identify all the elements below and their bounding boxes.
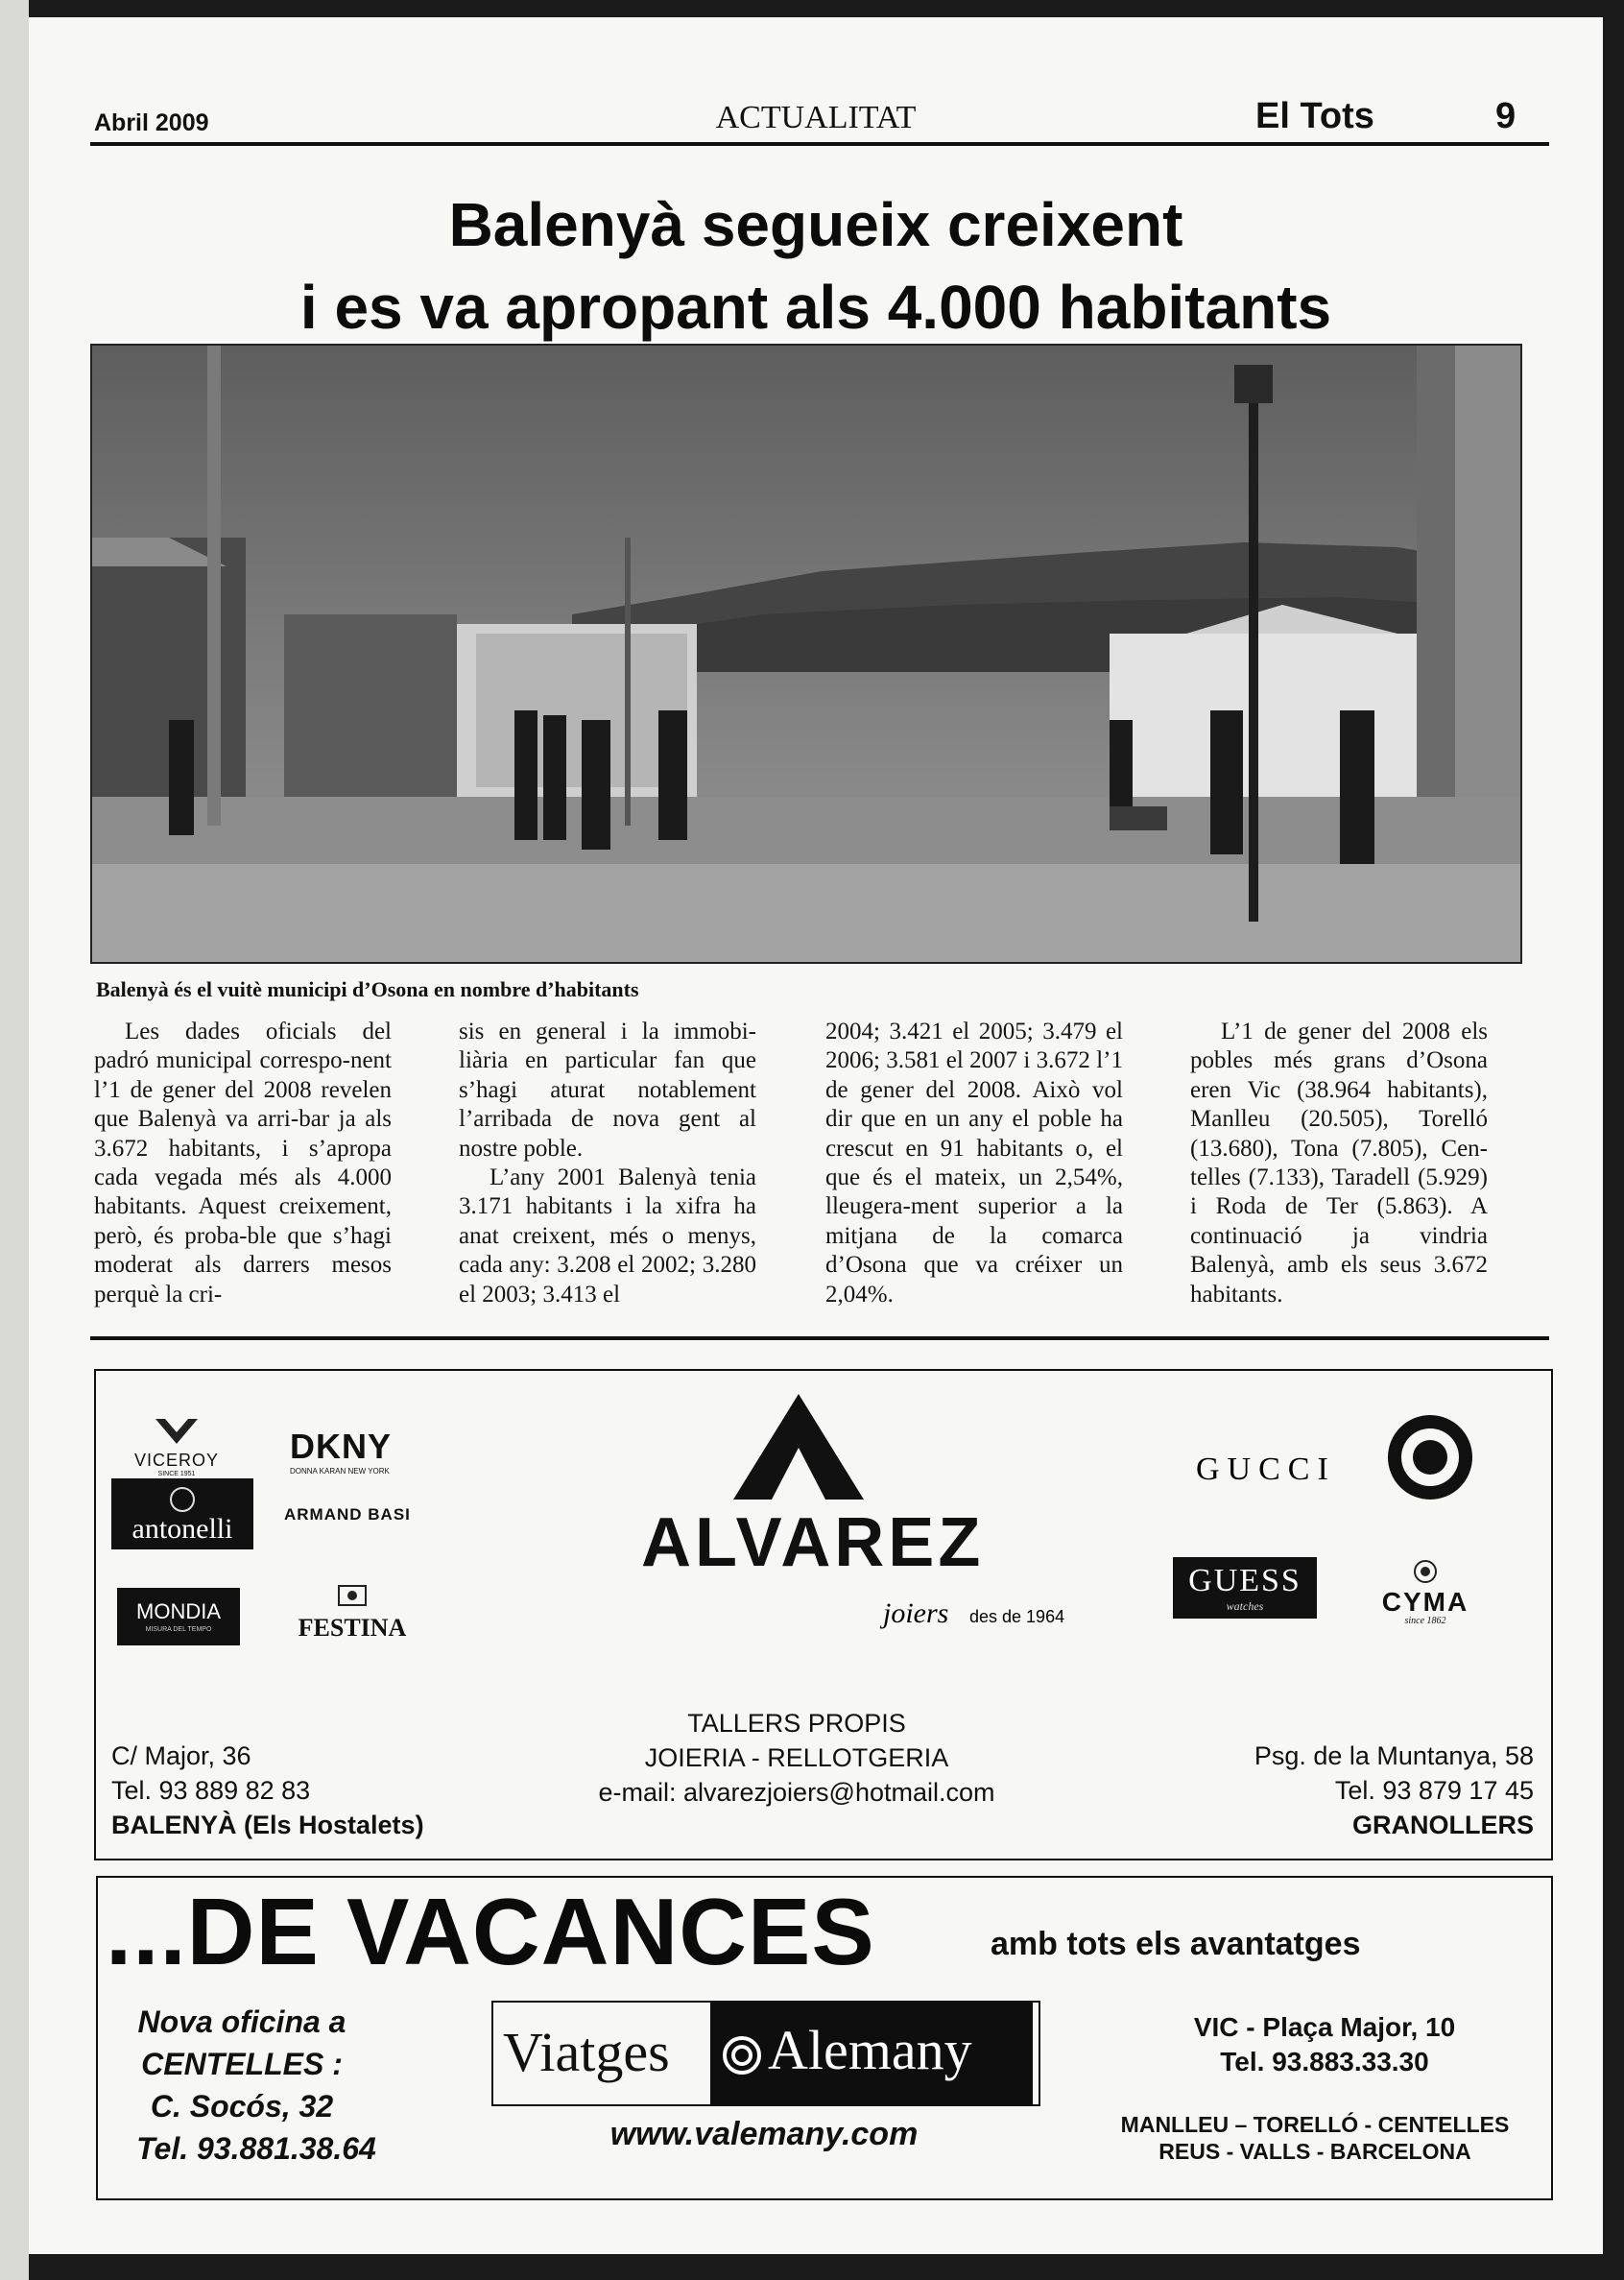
publication-name: El Tots [1255,96,1374,136]
article-column-3 [825,1018,1123,1309]
alemany-black-panel: Alemany [710,2003,1033,2104]
spiral-icon [722,2035,762,2076]
viceroy-logo: VICEROY SINCE 1951 [129,1417,225,1477]
office-line-1: Nova oficina a [137,2004,346,2039]
article-column-2 [459,1018,756,1309]
article-title-line-1: Balenyà segueix creixent [448,190,1183,259]
cyma-emblem-icon [1413,1559,1438,1584]
article-title-line-2: i es va apropant als 4.000 habitants [299,273,1332,342]
paragraph: L’any 2001 Balenyà tenia 3.171 habitants i la xifra ha anat creixent, més o menys, cada any: 3.208 el 2002; 3.280 el 2003; 3.413 el [459,1164,756,1308]
alemany-website[interactable]: www.valemany.com [609,2116,919,2152]
paragraph: L’1 de gener del 2008 els pobles més grans d’Osona eren Vic (38.964 habitants), Manlleu (20.505), Torelló (13.680), Tona (7.805), Cen-telles (7.133), Taradell (5.929) i Roda de Ter (5.863). A continuació ja vindria Balenyà, amb els seus 3.672 habitants. [1190,1019,1488,1308]
alvarez-wordmark: ALVAREZ [641,1504,985,1581]
right-town: GRANOLLERS [1352,1811,1534,1839]
center-services: JOIERIA - RELLOTGERIA [644,1743,949,1772]
viceroy-mark-icon [148,1417,205,1446]
photo-caption: Balenyà és el vuitè municipi d’Osona en nombre d’habitants [96,977,639,1001]
dkny-logo: DKNY DONNA KARAN NEW YORK [290,1427,393,1476]
page-number: 9 [1495,96,1517,136]
left-town: BALENYÀ (Els Hostalets) [111,1811,424,1839]
vic-phone: Tel. 93.883.33.30 [1220,2047,1429,2076]
right-phone: Tel. 93 879 17 45 [1334,1776,1534,1805]
armand-basi-logo: ARMAND BASI [284,1505,411,1524]
issue-date: Abril 2009 [94,109,209,136]
paragraph: sis en general i la immobi-liària en particular fan que s’hagi aturat notablement l’arribada de nova gent al nostre poble. [459,1019,756,1162]
center-email[interactable]: e-mail: alvarezjoiers@hotmail.com [598,1778,995,1807]
bultaco-badge-icon [1384,1411,1476,1503]
alvarez-triangle-logo-icon [733,1394,864,1505]
viatges-alemany-ad [96,1876,1553,2200]
section-name: ACTUALITAT [715,100,917,135]
right-address: Psg. de la Muntanya, 58 [1254,1741,1534,1770]
branches-line-2: REUS - VALLS - BARCELONA [1158,2139,1471,2164]
paragraph: Les dades oficials del padró municipal correspo-nent l’1 de gener del 2008 revelen que Balenyà va arri-bar ja als 3.672 habitants, i s’apropa cada vegada més als 4.000 habitants. Aquest creixement, però, és proba-ble que s’hagi moderat als darrers mesos perquè la cri- [94,1019,392,1308]
town-square-photo [92,346,1520,962]
header-rule [90,142,1549,146]
branches-line-1: MANLLEU – TORELLÓ - CENTELLES [1120,2112,1510,2137]
festina-logo: FESTINA [290,1580,415,1643]
alvarez-joiers: joiers [883,1597,949,1629]
alvarez-jewelry-ad [94,1369,1553,1860]
left-address: C/ Major, 36 [111,1741,251,1770]
article-column-4 [1190,1018,1488,1309]
cyma-logo: CYMA since 1862 [1363,1559,1488,1626]
guess-logo: GUESS watches [1173,1557,1317,1619]
viatges-alemany-logo: Viatges Alemany [491,2001,1040,2106]
left-phone: Tel. 93 889 82 83 [111,1776,311,1805]
center-workshop: TALLERS PROPIS [687,1709,906,1738]
mondia-logo: MONDIA MISURA DEL TEMPO [117,1588,240,1645]
article-column-1 [94,1018,392,1309]
office-line-2: CENTELLES : [141,2047,343,2081]
vacances-tagline: amb tots els avantatges [991,1926,1361,1962]
paragraph: 2004; 3.421 el 2005; 3.479 el 2006; 3.581 el 2007 i 3.672 l’1 de gener del 2008. Això vol dir que en un any el poble ha crescut en 91 habitants o, el que és el mateix, un 2,54%, lleugera-ment superior a la mitjana de la comarca d’Osona que va créixer un 2,04%. [825,1019,1123,1308]
article-photo [90,344,1522,964]
newspaper-page [29,17,1603,2254]
office-line-4: Tel. 93.881.38.64 [136,2131,376,2166]
antonelli-logo: antonelli [111,1478,253,1549]
alvarez-since: des de 1964 [969,1607,1065,1626]
vic-address: VIC - Plaça Major, 10 [1193,2012,1456,2042]
article-end-rule [90,1336,1549,1340]
office-line-3: C. Socós, 32 [150,2089,334,2124]
gucci-logo: GUCCI [1196,1452,1336,1487]
festina-crest-icon [333,1580,371,1609]
facing-page-edge [0,0,29,2280]
vacances-headline: ...DE VACANCES [106,1879,875,1984]
